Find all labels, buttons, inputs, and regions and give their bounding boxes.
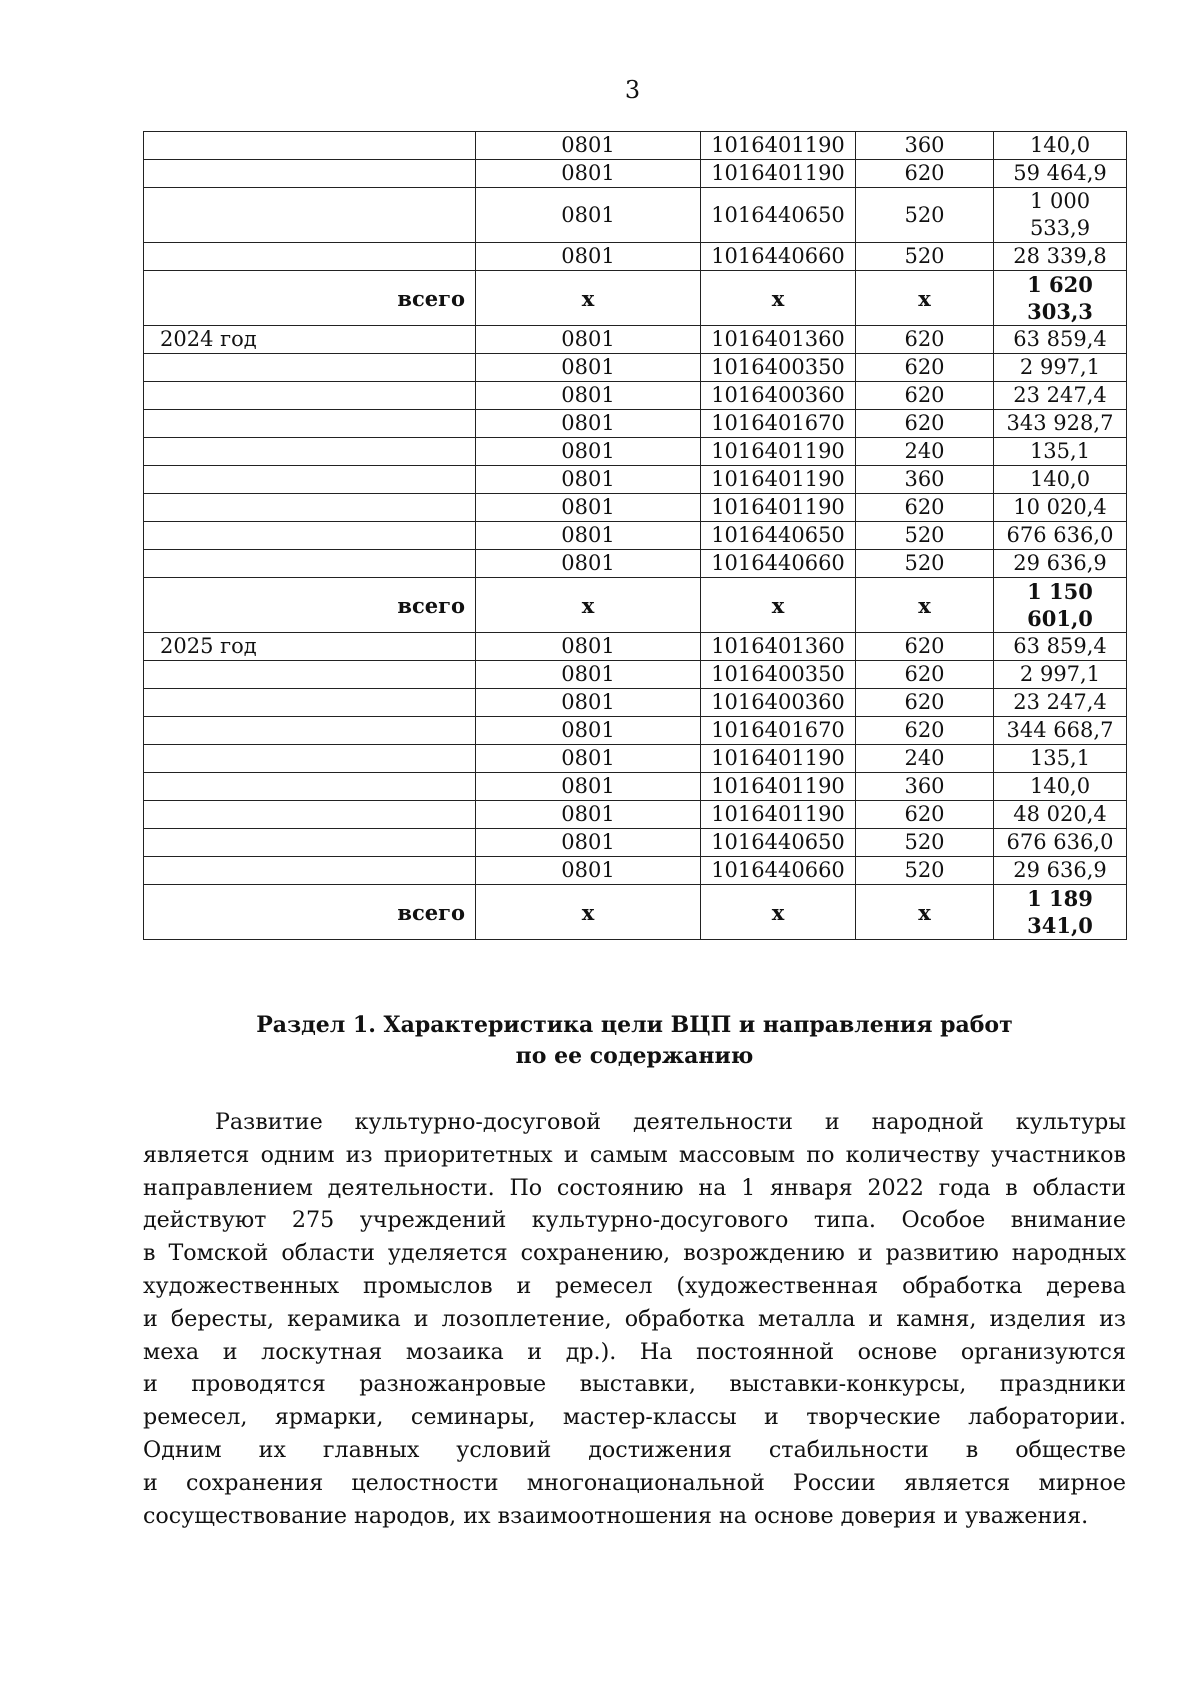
target-code-cell: 1016440650 [701,188,856,243]
paragraph-line: действуют 275 учреждений культурно-досугового типа. Особое внимание [143,1207,1126,1234]
table-row [144,717,1127,745]
amount-cell: 140,0 [994,773,1127,801]
paragraph-line: меха и лоскутная мозаика и др.). На постоянной основе организуются [143,1338,1126,1365]
target-code-cell: 1016440650 [701,829,856,857]
table-row [144,550,1127,578]
table-row [144,410,1127,438]
expense-type-cell: x [856,578,994,633]
row-label-cell [144,689,476,717]
amount-cell: 63 859,4 [994,326,1127,354]
amount-cell: 28 339,8 [994,243,1127,271]
amount-cell: 23 247,4 [994,689,1127,717]
amount-cell: 23 247,4 [994,382,1127,410]
paragraph-line: и бересты, керамика и лозоплетение, обработка металла и камня, изделия из [143,1305,1126,1332]
expense-type-cell: 520 [856,550,994,578]
section-code-cell: x [476,578,701,633]
target-code-cell: 1016440660 [701,550,856,578]
table-row [144,438,1127,466]
row-label-cell [144,466,476,494]
table-row [144,354,1127,382]
section-code-cell: 0801 [476,550,701,578]
amount-line: 1 189 [1027,886,1093,911]
row-label-cell [144,717,476,745]
table-row [144,773,1127,801]
table-row [144,160,1127,188]
row-label-cell: всего [144,271,476,326]
section-code-cell: 0801 [476,494,701,522]
expense-type-cell: 620 [856,160,994,188]
expense-type-cell: 240 [856,438,994,466]
section-code-cell: 0801 [476,689,701,717]
section-code-cell: 0801 [476,857,701,885]
row-label-cell: всего [144,885,476,940]
expense-type-cell: 620 [856,717,994,745]
amount-cell: 344 668,7 [994,717,1127,745]
target-code-cell: x [701,885,856,940]
amount-cell: 2 997,1 [994,661,1127,689]
paragraph-line: направлением деятельности. По состоянию на 1 января 2022 года в области [143,1174,1126,1201]
amount-line: 341,0 [1027,913,1093,938]
target-code-cell: 1016400350 [701,661,856,689]
table-row [144,382,1127,410]
section-code-cell: 0801 [476,829,701,857]
table-row [144,243,1127,271]
amount-cell: 2 997,1 [994,354,1127,382]
section-code-cell: 0801 [476,160,701,188]
table-row [144,132,1127,160]
row-label-cell: 2024 год [144,326,476,354]
section-code-cell: 0801 [476,243,701,271]
row-label-cell [144,494,476,522]
table-row [144,689,1127,717]
table-row [144,188,1127,243]
table-row [144,494,1127,522]
row-label-cell: всего [144,578,476,633]
table-row [144,857,1127,885]
row-label-cell [144,829,476,857]
section-code-cell: 0801 [476,438,701,466]
row-label-cell [144,550,476,578]
expense-type-cell: 620 [856,382,994,410]
budget-table-body [144,132,1127,940]
row-label-cell [144,132,476,160]
section-heading-line-1: Раздел 1. Характеристика цели ВЦП и направления работ [256,1012,1013,1038]
expense-type-cell: 360 [856,466,994,494]
expense-type-cell: 620 [856,326,994,354]
row-label-cell [144,857,476,885]
target-code-cell: 1016401190 [701,438,856,466]
section-code-cell: 0801 [476,745,701,773]
section-code-cell: 0801 [476,801,701,829]
amount-cell [994,578,1127,633]
target-code-cell: 1016440650 [701,522,856,550]
amount-cell: 48 020,4 [994,801,1127,829]
amount-cell [994,188,1127,243]
target-code-cell: 1016401360 [701,633,856,661]
amount-cell [994,885,1127,940]
section-code-cell: 0801 [476,466,701,494]
row-label-cell [144,801,476,829]
amount-cell: 29 636,9 [994,857,1127,885]
amount-cell: 135,1 [994,745,1127,773]
table-row [144,522,1127,550]
section-code-cell: 0801 [476,326,701,354]
expense-type-cell: 520 [856,829,994,857]
table-row [144,745,1127,773]
row-label-cell [144,661,476,689]
target-code-cell: 1016401190 [701,132,856,160]
target-code-cell: 1016440660 [701,857,856,885]
paragraph-line: и сохранения целостности многонациональной России является мирное [143,1469,1126,1496]
section-code-cell: 0801 [476,382,701,410]
section-code-cell: 0801 [476,717,701,745]
amount-cell: 140,0 [994,132,1127,160]
amount-cell: 10 020,4 [994,494,1127,522]
row-label-cell [144,410,476,438]
row-label-cell [144,160,476,188]
section-code-cell: 0801 [476,522,701,550]
paragraph-line: Одним их главных условий достижения стабильности в обществе [143,1436,1126,1463]
amount-cell: 676 636,0 [994,522,1127,550]
section-code-cell: 0801 [476,410,701,438]
section-heading [143,1010,1126,1072]
target-code-cell: x [701,578,856,633]
expense-type-cell: 620 [856,633,994,661]
expense-type-cell: 520 [856,188,994,243]
paragraph-line: художественных промыслов и ремесел (художественная обработка дерева [143,1272,1126,1299]
amount-cell: 343 928,7 [994,410,1127,438]
expense-type-cell: 620 [856,410,994,438]
expense-type-cell: 620 [856,354,994,382]
section-code-cell: 0801 [476,633,701,661]
section-code-cell: 0801 [476,773,701,801]
table-row [144,326,1127,354]
section-code-cell: x [476,271,701,326]
table-row [144,829,1127,857]
section-code-cell: x [476,885,701,940]
section-code-cell: 0801 [476,132,701,160]
target-code-cell: 1016401190 [701,801,856,829]
row-label-cell: 2025 год [144,633,476,661]
amount-cell: 63 859,4 [994,633,1127,661]
paragraph-line: сосуществование народов, их взаимоотношения на основе доверия и уважения. [143,1502,1089,1529]
target-code-cell: 1016401190 [701,466,856,494]
amount-cell: 140,0 [994,466,1127,494]
target-code-cell: 1016401360 [701,326,856,354]
table-row [144,801,1127,829]
page-number: 3 [624,76,641,104]
row-label-cell [144,354,476,382]
paragraph-line: и проводятся разножанровые выставки, выставки-конкурсы, праздники [143,1371,1126,1398]
target-code-cell: 1016400350 [701,354,856,382]
row-label-cell [144,745,476,773]
table-total-row [144,578,1127,633]
table-row [144,633,1127,661]
target-code-cell: 1016401190 [701,160,856,188]
amount-cell: 676 636,0 [994,829,1127,857]
expense-type-cell: x [856,271,994,326]
row-label-cell [144,438,476,466]
table-total-row [144,271,1127,326]
budget-table [143,131,1127,940]
section-code-cell: 0801 [476,354,701,382]
target-code-cell: 1016440660 [701,243,856,271]
expense-type-cell: 520 [856,522,994,550]
expense-type-cell: 360 [856,773,994,801]
row-label-cell [144,522,476,550]
expense-type-cell: 520 [856,857,994,885]
amount-cell: 59 464,9 [994,160,1127,188]
target-code-cell: 1016401670 [701,410,856,438]
row-label-cell [144,243,476,271]
expense-type-cell: 620 [856,494,994,522]
table-total-row [144,885,1127,940]
amount-line: 1 150 [1027,579,1093,604]
paragraph-line: в Томской области уделяется сохранению, возрождению и развитию народных [143,1240,1126,1267]
section-heading-line-2: по ее содержанию [515,1043,754,1069]
amount-line: 1 620 [1027,272,1093,297]
expense-type-cell: 520 [856,243,994,271]
amount-cell [994,271,1127,326]
expense-type-cell: 360 [856,132,994,160]
amount-cell: 29 636,9 [994,550,1127,578]
target-code-cell: 1016400360 [701,689,856,717]
amount-line: 303,3 [1027,299,1093,324]
table-row [144,466,1127,494]
expense-type-cell: 620 [856,661,994,689]
amount-line: 601,0 [1027,606,1093,631]
target-code-cell: 1016401190 [701,494,856,522]
amount-line: 1 000 [1029,189,1091,213]
expense-type-cell: 620 [856,801,994,829]
row-label-cell [144,382,476,410]
expense-type-cell: 240 [856,745,994,773]
amount-line: 533,9 [1029,216,1091,240]
paragraph-line: является одним из приоритетных и самым массовым по количеству участников [143,1141,1126,1168]
paragraph-line: ремесел, ярмарки, семинары, мастер-классы и творческие лаборатории. [143,1404,1126,1431]
target-code-cell: 1016401190 [701,773,856,801]
table-row [144,661,1127,689]
section-code-cell: 0801 [476,661,701,689]
section-code-cell: 0801 [476,188,701,243]
amount-cell: 135,1 [994,438,1127,466]
target-code-cell: x [701,271,856,326]
row-label-cell [144,773,476,801]
expense-type-cell: x [856,885,994,940]
target-code-cell: 1016401190 [701,745,856,773]
body-paragraph [143,1106,1126,1532]
expense-type-cell: 620 [856,689,994,717]
target-code-cell: 1016400360 [701,382,856,410]
target-code-cell: 1016401670 [701,717,856,745]
paragraph-line: Развитие культурно-досуговой деятельности и народной культуры [215,1109,1126,1135]
row-label-cell [144,188,476,243]
